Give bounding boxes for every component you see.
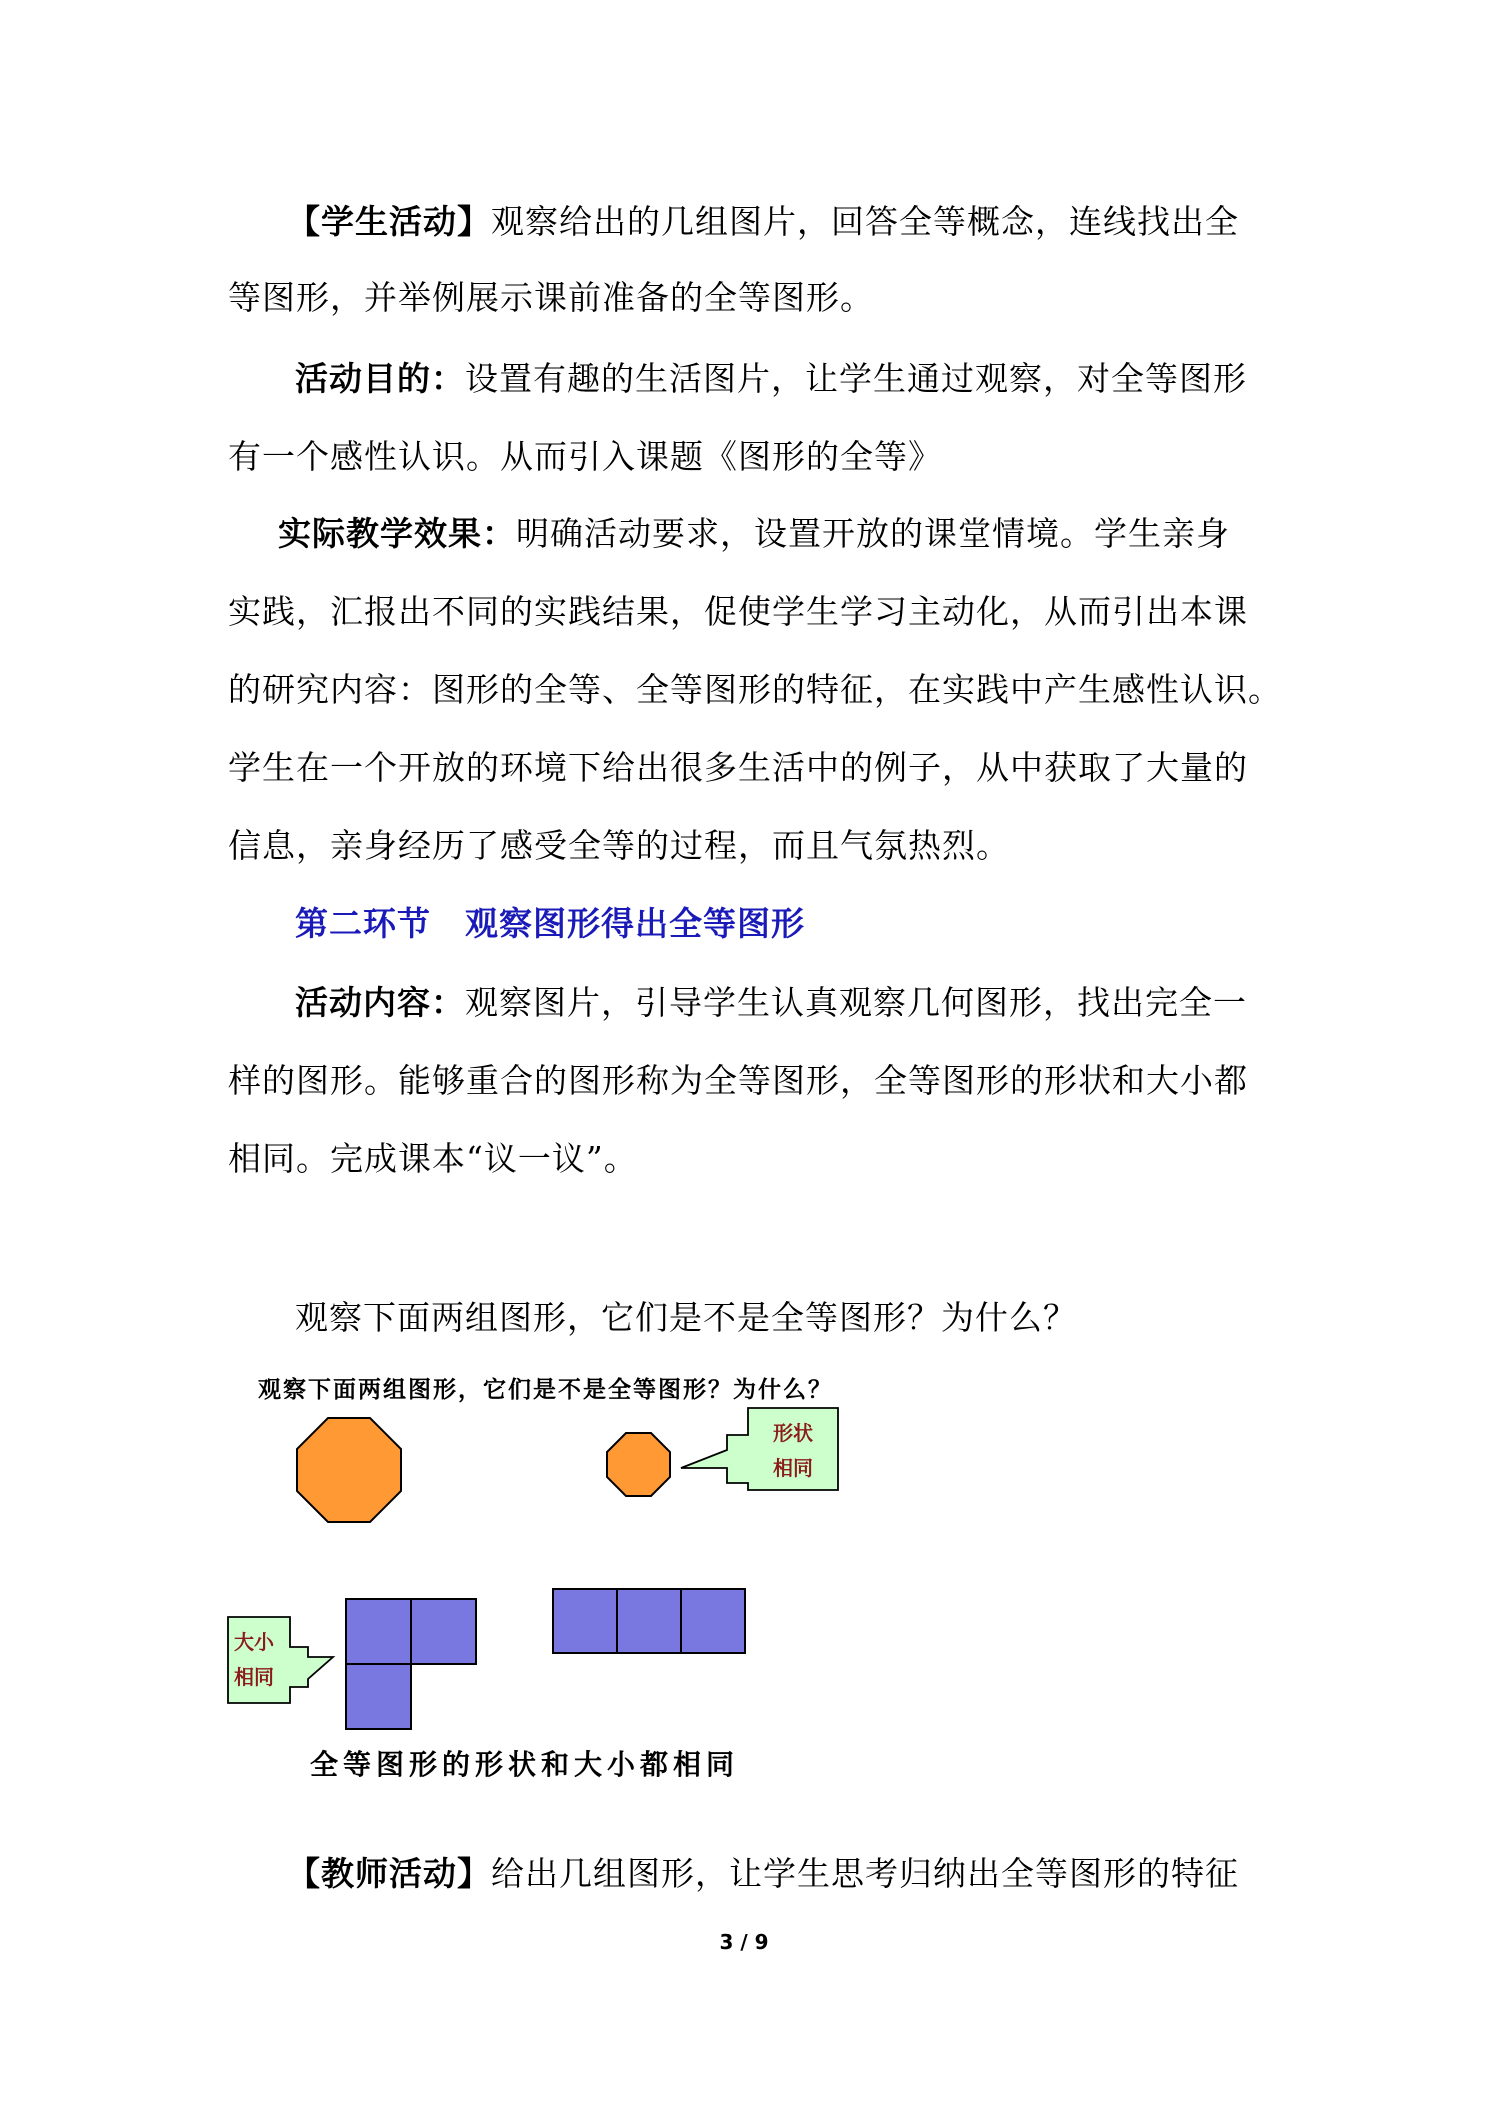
figure-caption: 全等图形的形状和大小都相同 [310, 1748, 740, 1781]
teaching-effect-line-1: 实际教学效果：明确活动要求，设置开放的课堂情境。学生亲身 [278, 514, 1230, 553]
congruent-figure [220, 1365, 870, 1785]
teacher-activity-line-1: 【教师活动】给出几组图形，让学生思考归纳出全等图形的特征 [287, 1854, 1239, 1893]
teaching-effect-line-5: 信息，亲身经历了感受全等的过程，而且气氛热烈。 [228, 826, 1010, 865]
small-octagon [607, 1433, 670, 1496]
row-square-3 [681, 1589, 745, 1653]
student-activity-line-2: 等图形，并举例展示课前准备的全等图形。 [228, 278, 874, 317]
size-same-callout-line2: 相同 [234, 1665, 274, 1689]
activity-goal-line-1: 活动目的：设置有趣的生活图片，让学生通过观察，对全等图形 [295, 359, 1247, 398]
student-activity-label: 【学生活动】 [287, 202, 491, 241]
l-shape-square-top-right [411, 1599, 476, 1664]
l-shape-square-bottom [346, 1664, 411, 1729]
activity-goal-label: 活动目的： [295, 359, 465, 398]
row-square-1 [553, 1589, 617, 1653]
shape-same-callout-arrow [681, 1408, 838, 1490]
large-octagon [297, 1418, 401, 1522]
activity-goal-line-2: 有一个感性认识。从而引入课题《图形的全等》 [228, 437, 942, 476]
teaching-effect-line-3: 的研究内容：图形的全等、全等图形的特征，在实践中产生感性认识。 [228, 670, 1282, 709]
row-square-2 [617, 1589, 681, 1653]
l-shape-square-top-left [346, 1599, 411, 1664]
teaching-effect-label: 实际教学效果： [278, 514, 516, 553]
student-activity-line-1: 【学生活动】观察给出的几组图片，回答全等概念，连线找出全 [287, 202, 1239, 241]
activity-content-label: 活动内容： [295, 983, 465, 1022]
page-number: 3 / 9 [719, 1930, 769, 1954]
activity-content-line-3: 相同。完成课本“议一议”。 [228, 1139, 638, 1178]
shape-same-callout-line1: 形状 [773, 1421, 813, 1445]
teaching-effect-line-4: 学生在一个开放的环境下给出很多生活中的例子，从中获取了大量的 [228, 748, 1248, 787]
question-text: 观察下面两组图形，它们是不是全等图形？为什么？ [295, 1298, 1077, 1337]
size-same-callout-line1: 大小 [234, 1630, 274, 1654]
activity-content-line-2: 样的图形。能够重合的图形称为全等图形，全等图形的形状和大小都 [228, 1061, 1248, 1100]
shape-same-callout-line2: 相同 [773, 1456, 813, 1480]
activity-content-line-1: 活动内容：观察图片，引导学生认真观察几何图形，找出完全一 [295, 983, 1247, 1022]
section-heading: 第二环节 观察图形得出全等图形 [295, 904, 805, 943]
teacher-activity-label: 【教师活动】 [287, 1854, 491, 1893]
figure-title: 观察下面两组图形，它们是不是全等图形？为什么？ [258, 1377, 833, 1403]
teaching-effect-line-2: 实践，汇报出不同的实践结果，促使学生学习主动化，从而引出本课 [228, 592, 1248, 631]
